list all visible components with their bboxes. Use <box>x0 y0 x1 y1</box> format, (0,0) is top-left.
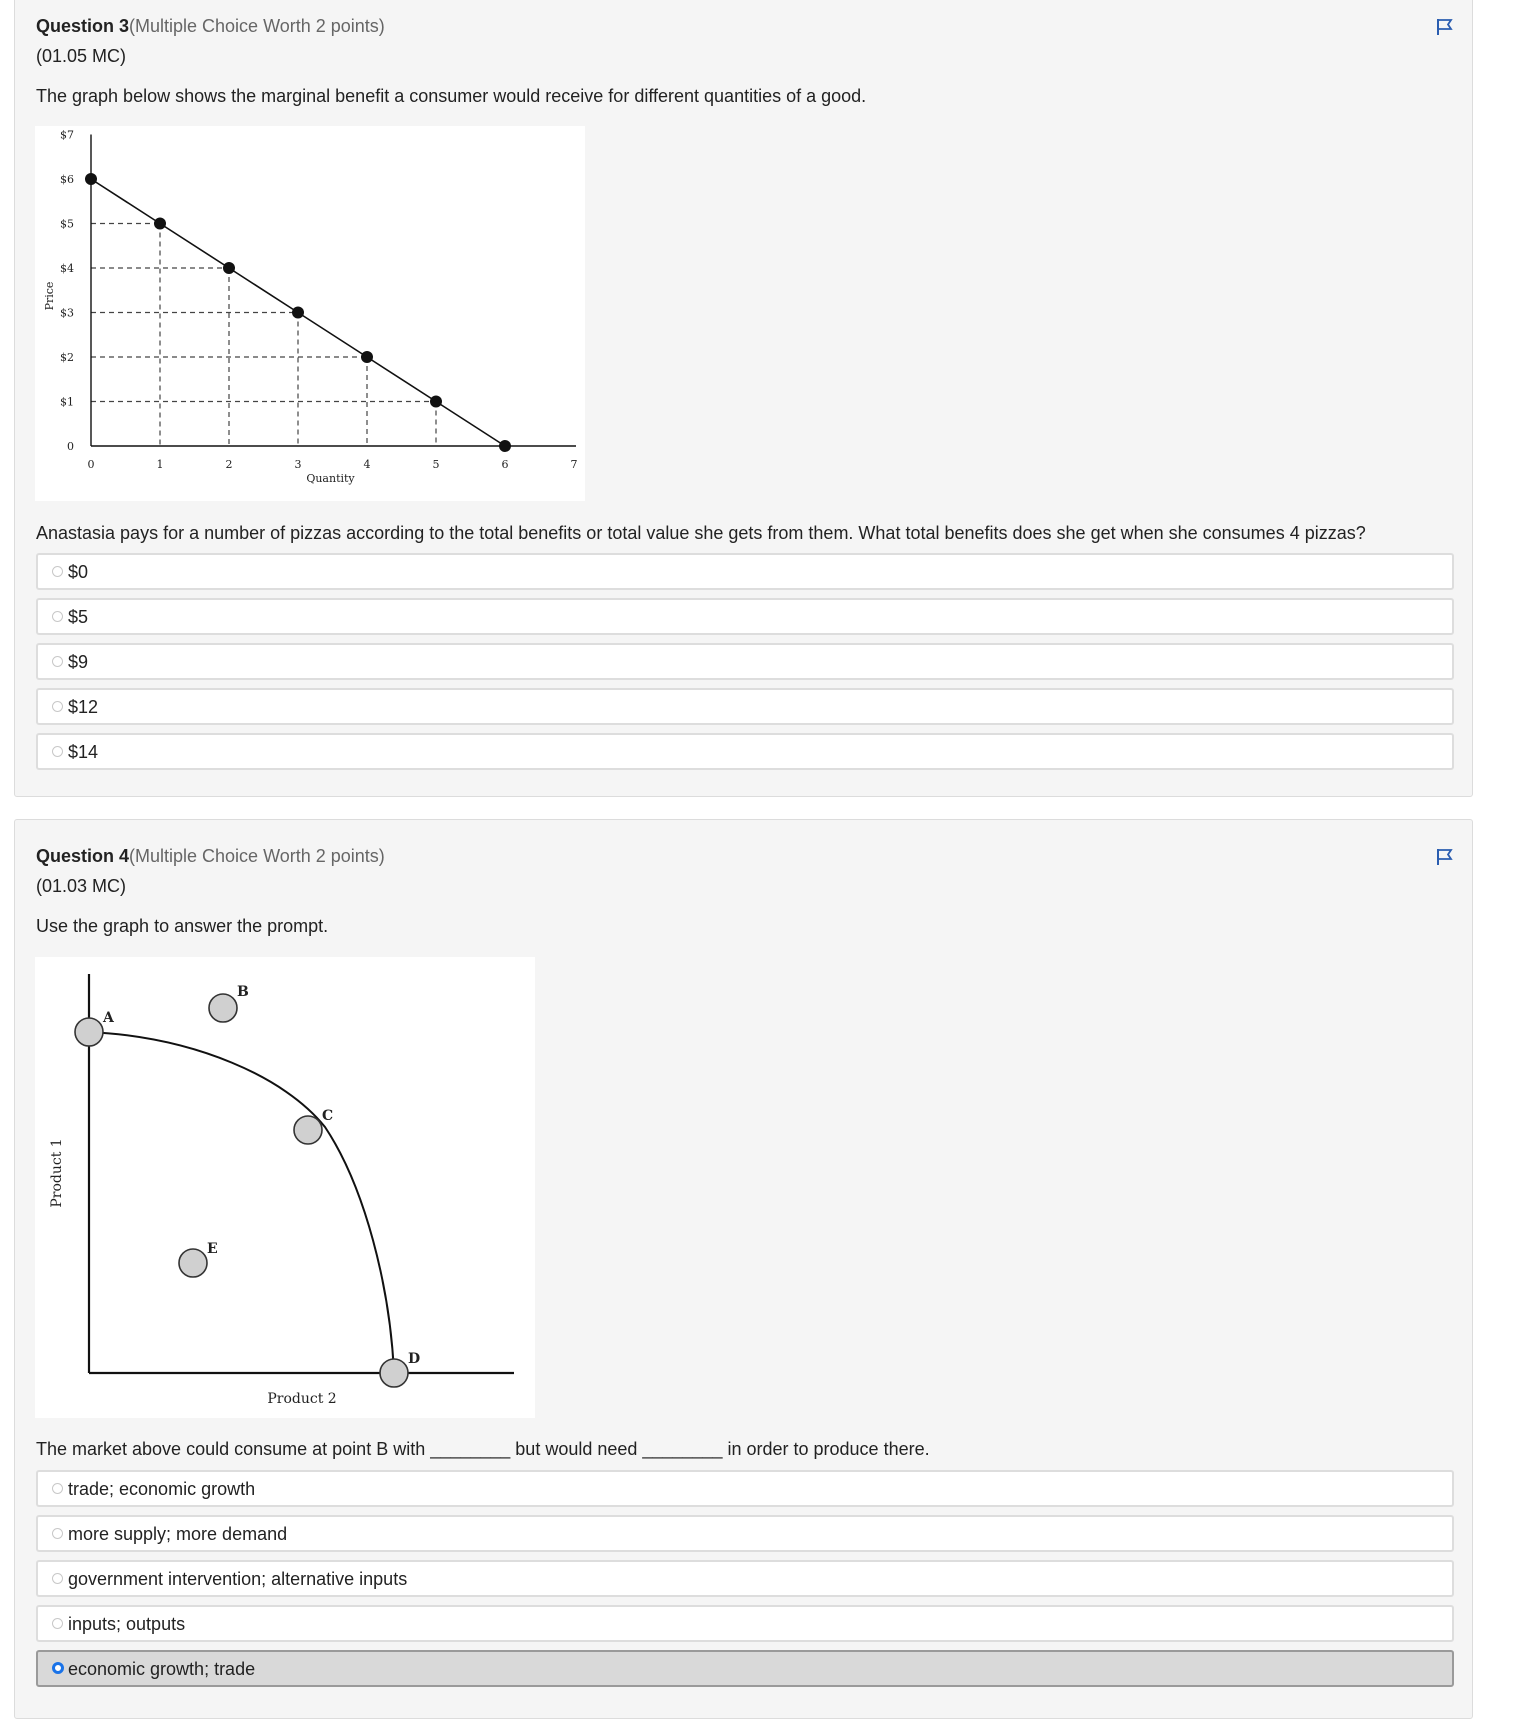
flag-icon[interactable] <box>1435 847 1455 867</box>
data-point <box>154 218 166 230</box>
question-title: Question 3 <box>36 16 130 36</box>
answer-option[interactable] <box>36 553 1454 590</box>
point-b-marker <box>209 994 237 1022</box>
radio-button[interactable] <box>52 1662 64 1674</box>
data-point <box>499 440 511 452</box>
y-tick-label: $7 <box>60 128 74 142</box>
marginal-benefit-chart-svg <box>35 126 585 501</box>
y-axis-label: Price <box>43 281 56 311</box>
answer-options <box>36 553 1454 778</box>
marginal-benefit-chart <box>35 126 585 501</box>
x-tick-label: 6 <box>501 458 509 471</box>
option-label: $0 <box>68 562 89 582</box>
answer-option[interactable] <box>36 1605 1454 1642</box>
radio-button[interactable] <box>52 701 63 712</box>
point-e-marker <box>179 1249 207 1277</box>
radio-button[interactable] <box>52 1483 63 1494</box>
question-worth: (Multiple Choice Worth 2 points) <box>129 16 385 36</box>
x-tick-label: 1 <box>156 458 164 471</box>
y-tick-label: $6 <box>60 173 74 186</box>
y-tick-label: $5 <box>60 217 74 231</box>
x-axis-label: Product 2 <box>267 1391 337 1407</box>
x-axis-label: Quantity <box>306 472 355 485</box>
x-tick-label: 7 <box>570 458 578 471</box>
point-c-label: C <box>322 1108 334 1124</box>
y-axis-label: Product 1 <box>49 1138 65 1208</box>
option-label: $9 <box>68 652 89 672</box>
answer-option[interactable] <box>36 598 1454 635</box>
radio-button[interactable] <box>52 1573 63 1584</box>
point-e-label: E <box>207 1241 218 1257</box>
flag-icon[interactable] <box>1435 17 1455 37</box>
radio-button[interactable] <box>52 1618 63 1629</box>
answer-option[interactable] <box>36 1650 1454 1687</box>
answer-option[interactable] <box>36 688 1454 725</box>
y-tick-label: 0 <box>67 440 74 453</box>
y-tick-label: $2 <box>60 351 74 364</box>
ppf-graph <box>35 957 535 1418</box>
question-intro: Use the graph to answer the prompt. <box>36 916 329 936</box>
option-label: $14 <box>68 742 99 762</box>
radio-button[interactable] <box>52 1528 63 1539</box>
point-a-label: A <box>103 1010 114 1026</box>
option-label: more supply; more demand <box>68 1524 288 1544</box>
question-intro: The graph below shows the marginal benefit a consumer would receive for different quantities of a good. <box>36 86 867 106</box>
question-title: Question 4 <box>36 846 130 866</box>
ppf-curve <box>89 1032 394 1373</box>
y-tick-label: $1 <box>60 395 74 409</box>
data-point <box>361 351 373 363</box>
question-code: (01.03 MC) <box>36 876 127 896</box>
point-c-marker <box>294 1116 322 1144</box>
answer-option[interactable] <box>36 1560 1454 1597</box>
x-tick-label: 4 <box>363 458 371 471</box>
y-tick-label: $4 <box>60 262 74 275</box>
answer-option[interactable] <box>36 733 1454 770</box>
data-point <box>292 307 304 319</box>
radio-button[interactable] <box>52 611 63 622</box>
question-code: (01.05 MC) <box>36 46 127 66</box>
option-label: government intervention; alternative inputs <box>68 1569 408 1589</box>
x-tick-label: 3 <box>294 458 302 471</box>
radio-button[interactable] <box>52 746 63 757</box>
question-4-card <box>14 819 1473 1719</box>
y-tick-label: $3 <box>60 306 74 320</box>
answer-option[interactable] <box>36 643 1454 680</box>
question-3-header <box>36 16 385 37</box>
x-tick-label: 2 <box>225 458 233 471</box>
x-tick-label: 5 <box>432 458 440 471</box>
radio-button[interactable] <box>52 566 63 577</box>
question-prompt: Anastasia pays for a number of pizzas according to the total benefits or total value she gets from them. What total benefits does she get when she consumes 4 pizzas? <box>36 523 1366 543</box>
question-prompt: The market above could consume at point B with ________ but would need ________ in order to produce there. <box>36 1439 930 1459</box>
question-worth: (Multiple Choice Worth 2 points) <box>129 846 385 866</box>
question-4-header <box>36 846 385 867</box>
answer-option[interactable] <box>36 1470 1454 1507</box>
point-b-label: B <box>237 984 249 1000</box>
data-point <box>85 173 97 185</box>
option-label: $5 <box>68 607 89 627</box>
option-label: $12 <box>68 697 99 717</box>
answer-option[interactable] <box>36 1515 1454 1552</box>
point-d-label: D <box>408 1351 421 1367</box>
ppf-graph-svg <box>35 957 535 1418</box>
question-3-card <box>14 0 1473 797</box>
answer-options <box>36 1470 1454 1695</box>
data-point <box>223 262 235 274</box>
data-point <box>430 396 442 408</box>
point-a-marker <box>75 1018 103 1046</box>
point-d-marker <box>380 1359 408 1387</box>
option-label: economic growth; trade <box>68 1659 256 1679</box>
x-tick-label: 0 <box>87 458 95 471</box>
option-label: inputs; outputs <box>68 1614 186 1634</box>
radio-button[interactable] <box>52 656 63 667</box>
option-label: trade; economic growth <box>68 1479 256 1499</box>
